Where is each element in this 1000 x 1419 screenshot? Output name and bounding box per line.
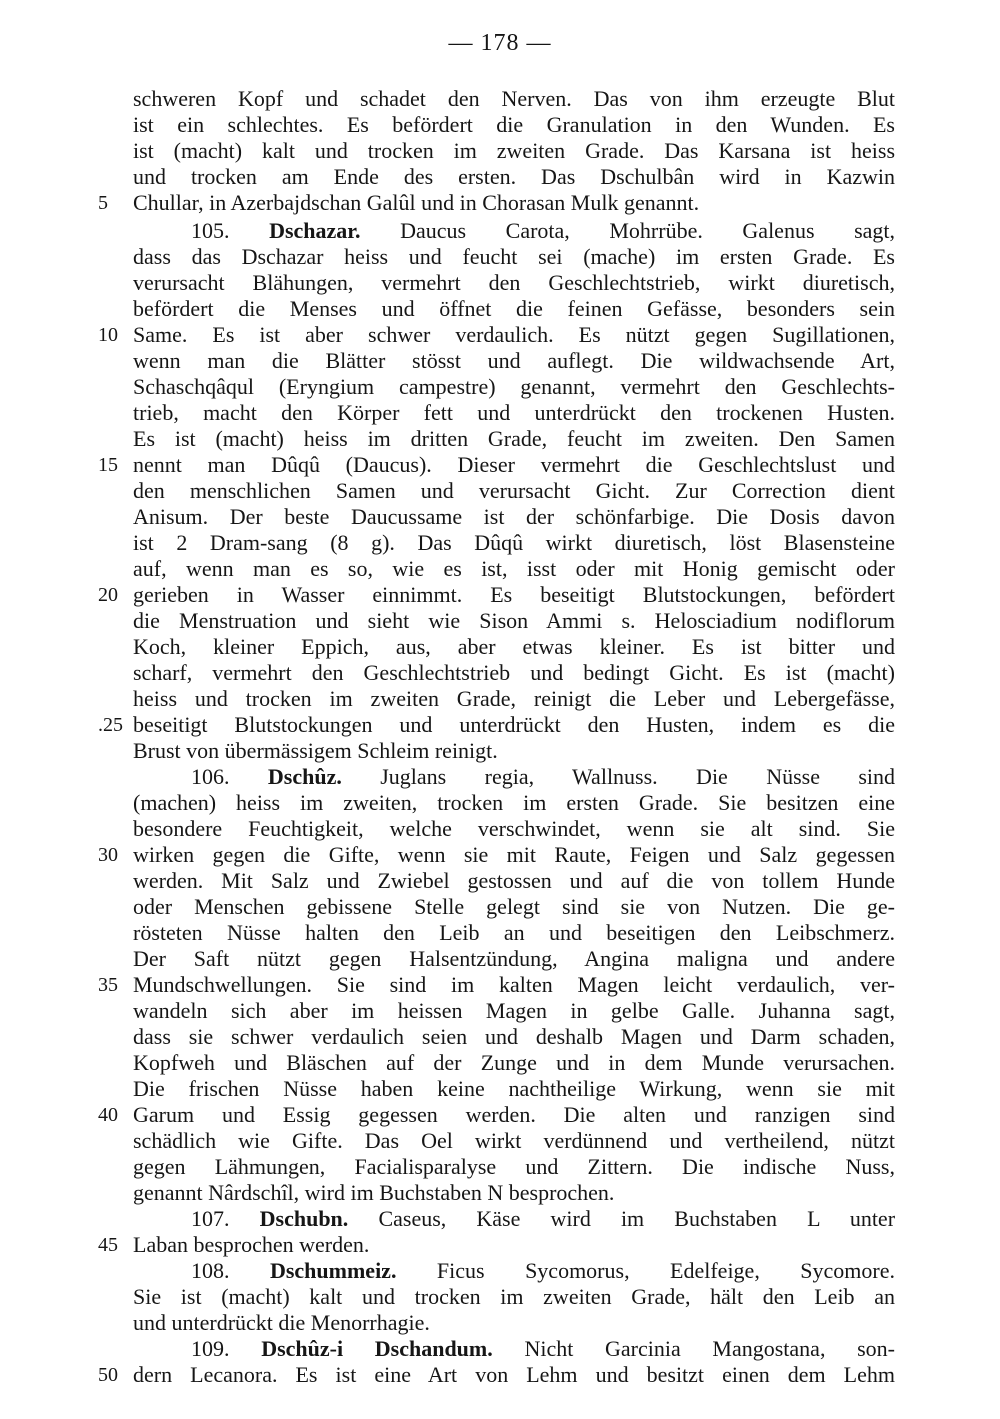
text-line: Die frischen Nüsse haben keine nachtheilige Wirkung, wenn sie mit	[133, 1076, 895, 1101]
text-line	[133, 1258, 895, 1284]
entry-text: Ficus Sycomorus, Edelfeige, Sycomore.	[436, 1258, 895, 1283]
text-line: auf, wenn man es so, wie es ist, isst oder mit Honig gemischt oder	[133, 556, 895, 581]
margin-line-number: 30	[98, 844, 118, 866]
text-line: dern Lecanora. Es ist eine Art von Lehm und besitzt einen dem Lehm	[133, 1362, 895, 1387]
text-line: ist 2 Dram-sang (8 g). Das Dûqû wirkt diuretisch, löst Blasensteine	[133, 530, 895, 555]
text-line: und trocken am Ende des ersten. Das Dschulbân wird in Kazwin	[133, 164, 895, 189]
text-line: Der Saft nützt gegen Halsentzündung, Angina maligna und andere	[133, 946, 895, 971]
text-line: beseitigt Blutstockungen und unterdrückt den Husten, indem es die	[133, 712, 895, 737]
entry-headword: Dschazar.	[269, 218, 361, 243]
entry-text: Nicht Garcinia Mangostana, son-	[524, 1336, 896, 1361]
text-line: scharf, vermehrt den Geschlechtstrieb und bedingt Gicht. Es ist (macht)	[133, 660, 895, 685]
text-line: schädlich wie Gifte. Das Oel wirkt verdünnend und vertheilend, nützt	[133, 1128, 895, 1153]
margin-line-number: 40	[98, 1104, 118, 1126]
entry-headword: Dschûz-i Dschandum.	[261, 1336, 493, 1361]
text-line: werden. Mit Salz und Zwiebel gestossen und auf die von tollem Hunde	[133, 868, 895, 893]
entry-headword: Dschubn.	[259, 1206, 349, 1231]
margin-line-number: 45	[98, 1234, 118, 1256]
entry-headword: Dschummeiz.	[269, 1258, 397, 1283]
text-line: ist (macht) kalt und trocken im zweiten Grade. Das Karsana ist heiss	[133, 138, 895, 163]
text-line: Chullar, in Azerbajdschan Galûl und in Chorasan Mulk genannt.	[133, 190, 700, 215]
text-line: verursacht Blähungen, vermehrt den Geschlechtstrieb, wirkt diuretisch,	[133, 270, 895, 295]
text-line: wirken gegen die Gifte, wenn sie mit Raute, Feigen und Salz gegessen	[133, 842, 895, 867]
text-line: Anisum. Der beste Daucussame ist der schönfarbige. Die Dosis davon	[133, 504, 895, 529]
entry-text: Caseus, Käse wird im Buchstaben L unter	[378, 1206, 896, 1231]
text-line: trieb, macht den Körper fett und unterdrückt den trockenen Husten.	[133, 400, 895, 425]
text-line: wandeln sich aber im heissen Magen in gelbe Galle. Juhanna sagt,	[133, 998, 895, 1023]
entry-text: Juglans regia, Wallnuss. Die Nüsse sind	[380, 764, 896, 789]
text-line: Kopfweh und Bläschen auf der Zunge und in dem Munde verursachen.	[133, 1050, 895, 1075]
margin-line-number: 20	[98, 584, 118, 606]
margin-line-number: 10	[98, 324, 118, 346]
text-line: dass das Dschazar heiss und feucht sei (mache) im ersten Grade. Es	[133, 244, 895, 269]
text-line: schweren Kopf und schadet den Nerven. Das von ihm erzeugte Blut	[133, 86, 895, 111]
margin-line-number: .25	[98, 714, 123, 736]
entry-number: 108.	[191, 1258, 230, 1283]
text-line: ist ein schlechtes. Es befördert die Granulation in den Wunden. Es	[133, 112, 895, 137]
margin-line-number: 35	[98, 974, 118, 996]
text-line: Mundschwellungen. Sie sind im kalten Magen leicht verdaulich, ver-	[133, 972, 895, 997]
text-line: Koch, kleiner Eppich, aus, aber etwas kleiner. Es ist bitter und	[133, 634, 895, 659]
page-number: — 178 —	[448, 30, 552, 56]
entry-text: Daucus Carota, Mohrrübe. Galenus sagt,	[400, 218, 896, 243]
text-line: gegen Lähmungen, Facialisparalyse und Zittern. Die indische Nuss,	[133, 1154, 895, 1179]
text-line: Laban besprochen werden.	[133, 1232, 370, 1257]
entry-number: 109.	[191, 1336, 230, 1361]
text-line: Garum und Essig gegessen werden. Die alten und ranzigen sind	[133, 1102, 895, 1127]
text-line: dass sie schwer verdaulich seien und deshalb Magen und Darm schaden,	[133, 1024, 895, 1049]
text-line: rösteten Nüsse halten den Leib an und beseitigen den Leibschmerz.	[133, 920, 895, 945]
text-line: die Menstruation und sieht wie Sison Ammi s. Helosciadium nodiflorum	[133, 608, 895, 633]
text-line	[133, 764, 895, 790]
text-line	[133, 1206, 895, 1232]
entry-number: 106.	[191, 764, 230, 789]
entry-number: 107.	[191, 1206, 230, 1231]
margin-line-number: 50	[98, 1364, 118, 1386]
text-line: Same. Es ist aber schwer verdaulich. Es nützt gegen Sugillationen,	[133, 322, 895, 347]
text-line: oder Menschen gebissene Stelle gelegt sind sie von Nutzen. Die ge-	[133, 894, 895, 919]
text-line: besondere Feuchtigkeit, welche verschwindet, wenn sie alt sind. Sie	[133, 816, 895, 841]
text-line	[133, 218, 895, 244]
text-line: Brust von übermässigem Schleim reinigt.	[133, 738, 498, 763]
text-line: den menschlichen Samen und verursacht Gicht. Zur Correction dient	[133, 478, 895, 503]
text-line	[133, 1336, 895, 1362]
text-line: Sie ist (macht) kalt und trocken im zweiten Grade, hält den Leib an	[133, 1284, 895, 1309]
margin-line-number: 15	[98, 454, 118, 476]
text-line: heiss und trocken im zweiten Grade, reinigt die Leber und Lebergefässe,	[133, 686, 895, 711]
text-line: Schaschqâqul (Eryngium campestre) genannt, vermehrt den Geschlechts-	[133, 374, 895, 399]
text-line: nennt man Dûqû (Daucus). Dieser vermehrt die Geschlechtslust und	[133, 452, 895, 477]
entry-headword: Dschûz.	[267, 764, 342, 789]
text-line: befördert die Menses und öffnet die feinen Gefässe, besonders sein	[133, 296, 895, 321]
margin-line-number: 5	[98, 192, 108, 214]
text-line: wenn man die Blätter stösst und auflegt. Die wildwachsende Art,	[133, 348, 895, 373]
text-line: (machen) heiss im zweiten, trocken im ersten Grade. Sie besitzen eine	[133, 790, 895, 815]
text-line: und unterdrückt die Menorrhagie.	[133, 1310, 430, 1335]
text-line: Es ist (macht) heiss im dritten Grade, feucht im zweiten. Den Samen	[133, 426, 895, 451]
entry-number: 105.	[191, 218, 230, 243]
text-line: genannt Nârdschîl, wird im Buchstaben N besprochen.	[133, 1180, 615, 1205]
text-line: gerieben in Wasser einnimmt. Es beseitigt Blutstockungen, befördert	[133, 582, 895, 607]
